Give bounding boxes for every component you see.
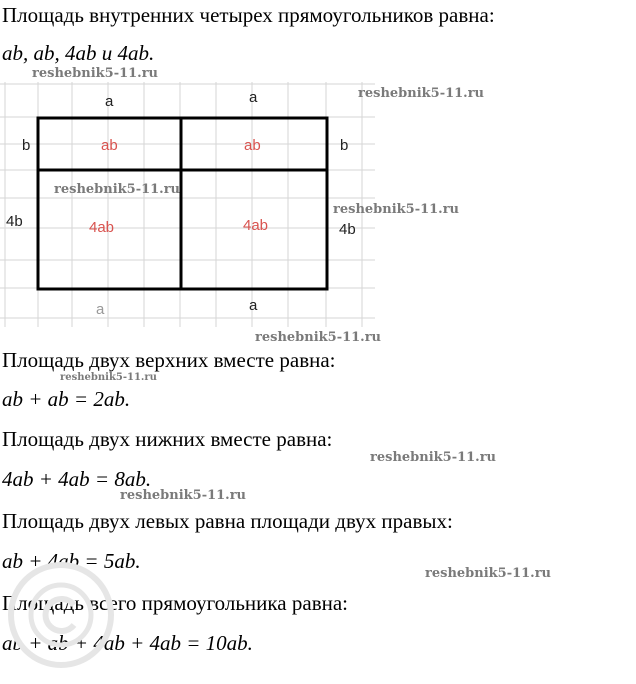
watermark-9: reshebnik5-11.ru xyxy=(425,566,552,581)
section-3-heading: Площадь двух левых равна площади двух правых: xyxy=(2,509,453,533)
label-left-b: b xyxy=(22,137,31,154)
label-top-a-left: a xyxy=(105,93,114,110)
cell-bottom-right: 4ab xyxy=(243,217,269,234)
section-4-formula: ab + ab + 4ab + 4ab = 10ab. xyxy=(2,631,253,655)
cell-top-right: ab xyxy=(244,137,261,154)
intro-line-1: Площадь внутренних четырех прямоугольников равна: xyxy=(2,3,495,27)
copyright-seal-watermark xyxy=(6,560,116,670)
watermark-1: reshebnik5-11.ru xyxy=(32,66,159,81)
watermark-2: reshebnik5-11.ru xyxy=(358,86,485,101)
label-bottom-a-right: a xyxy=(249,297,258,314)
cell-bottom-left: 4ab xyxy=(89,219,115,236)
section-3-formula: ab + 4ab = 5ab. xyxy=(2,549,141,573)
rectangle-diagram xyxy=(0,82,390,332)
label-top-a-right: a xyxy=(249,89,258,106)
section-1-formula: ab + ab = 2ab. xyxy=(2,387,131,411)
label-bottom-a-left: a xyxy=(96,301,105,318)
watermark-7: reshebnik5-11.ru xyxy=(370,450,497,465)
label-right-b: b xyxy=(340,137,349,154)
section-4-heading: Площадь всего прямоугольника равна: xyxy=(2,591,348,615)
section-1-heading: Площадь двух верхних вместе равна: xyxy=(2,348,336,372)
intro-line-2: ab, ab, 4ab и 4ab. xyxy=(2,41,155,65)
label-left-4b: 4b xyxy=(6,213,23,230)
watermark-5: reshebnik5-11.ru xyxy=(255,330,382,345)
watermark-8: reshebnik5-11.ru xyxy=(120,488,247,503)
section-2-formula: 4ab + 4ab = 8ab. xyxy=(2,467,152,491)
watermark-6: reshebnik5-11.ru xyxy=(60,372,157,383)
label-right-4b: 4b xyxy=(339,221,356,238)
watermark-3: reshebnik5-11.ru xyxy=(54,182,181,197)
section-2-heading: Площадь двух нижних вместе равна: xyxy=(2,427,333,451)
watermark-4: reshebnik5-11.ru xyxy=(333,202,460,217)
cell-top-left: ab xyxy=(101,137,118,154)
